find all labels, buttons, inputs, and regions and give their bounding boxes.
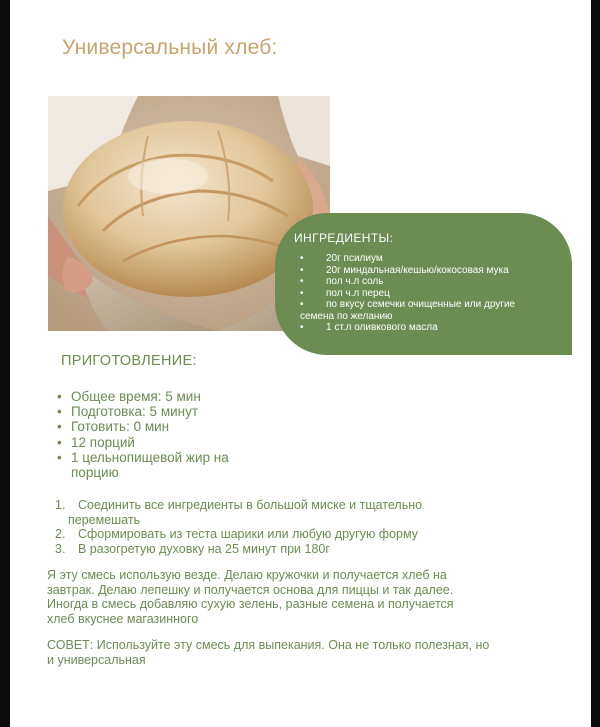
tip-line: СОВЕТ: Используйте эту смесь для выпекания. Она не только полезная, но xyxy=(47,638,490,652)
ingredient-item: • 20г псилиум xyxy=(300,253,383,264)
note-line: завтрак. Делаю лепешку и получается основа для пиццы и так далее. xyxy=(47,582,454,597)
ingredient-item: • пол ч.л перец xyxy=(300,287,390,299)
preparation-steps xyxy=(50,498,520,556)
fact-item: • 12 порций xyxy=(57,434,135,450)
tip-line: и универсальная xyxy=(47,652,146,667)
fact-item: • Подготовка: 5 минут xyxy=(57,404,199,420)
ingredient-item: • 1 ст.л оливкового масла xyxy=(300,322,438,333)
preparation-facts xyxy=(57,389,229,480)
step-item: 3. В разогретую духовку на 25 минут при 180г xyxy=(55,541,330,556)
recipe-page xyxy=(10,0,591,727)
usage-note xyxy=(47,568,567,626)
step-item: 1. Соединить все ингредиенты в большой миске и тщательно перемешать xyxy=(55,498,423,527)
fact-item: • Общее время: 5 мин xyxy=(57,389,201,404)
ingredient-item: • пол ч.л соль xyxy=(300,276,384,287)
tip-paragraph xyxy=(47,638,567,667)
fact-item-wrap: порцию xyxy=(71,465,119,481)
note-line: хлеб вкуснее магазинного xyxy=(47,611,199,626)
ingredient-item: • по вкусу семечки очищенные или другие семена по желанию xyxy=(300,299,516,322)
step-item: 2. Сформировать из теста шарики или любую другую форму xyxy=(55,527,418,541)
ingredients-list xyxy=(275,253,572,334)
fact-item: • 1 цельнопищевой жир на xyxy=(57,449,229,465)
ingredients-heading: ИНГРЕДИЕНТЫ: xyxy=(294,231,394,245)
note-line: Я эту смесь использую везде. Делаю кружочки и получается хлеб на xyxy=(47,568,447,582)
recipe-title: Универсальный хлеб: xyxy=(62,36,278,59)
ingredients-card xyxy=(275,213,572,355)
ingredient-item: • 20г миндальная/кешью/кокосовая мука xyxy=(300,264,509,276)
preparation-heading: ПРИГОТОВЛЕНИЕ: xyxy=(61,353,197,369)
note-line: Иногда в смесь добавляю сухую зелень, разные семена и получается xyxy=(47,597,454,611)
fact-item: • Готовить: 0 мин xyxy=(57,419,170,435)
